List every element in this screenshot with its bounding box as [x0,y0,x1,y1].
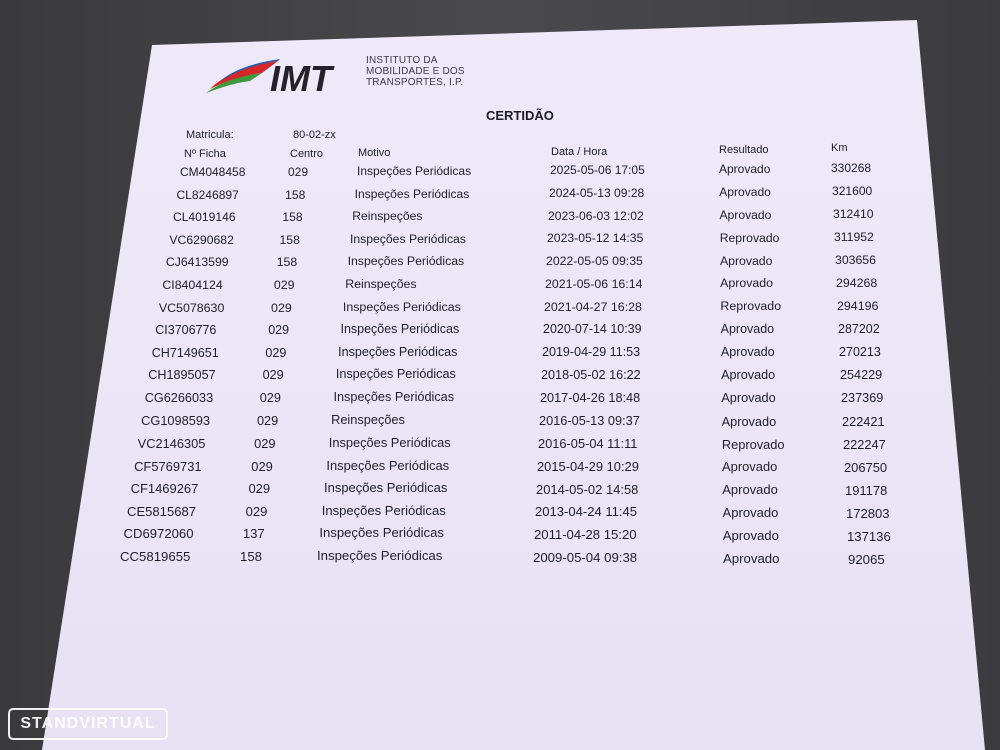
cell-ficha: VC6290682 [169,232,234,247]
standvirtual-watermark: STANDVIRTUAL [8,708,168,740]
cell-km: 206750 [844,460,888,475]
cell-ficha: CL8246897 [176,187,239,202]
cell-data: 2025-05-06 17:05 [550,163,645,177]
logo-subtitle-line: TRANSPORTES, I.P. [366,77,464,88]
cell-motivo: Inspeções Periódicas [321,502,446,518]
cell-km: 312410 [833,207,874,221]
cell-data: 2020-07-14 10:39 [543,322,642,337]
cell-centro: 029 [265,345,287,360]
cell-data: 2021-04-27 16:28 [544,299,642,314]
cell-data: 2016-05-04 11:11 [538,436,638,452]
cell-ficha: CM4048458 [180,165,246,179]
cell-km: 222247 [843,437,886,452]
cell-km: 311952 [834,230,874,244]
cell-motivo: Reinspeções [352,209,423,224]
cell-km: 270213 [839,345,881,359]
cell-data: 2013-04-24 11:45 [535,504,638,520]
cell-ficha: CE5815687 [127,503,196,519]
cell-motivo: Reinspeções [345,276,417,291]
logo-subtitle-line: INSTITUTO DA [366,55,438,66]
cell-resultado: Aprovado [719,253,773,268]
cell-centro: 029 [271,300,292,315]
cell-motivo: Inspeções Periódicas [324,480,448,496]
cell-centro: 029 [273,277,295,292]
cell-ficha: CG6266033 [144,390,214,405]
cell-centro: 158 [240,549,263,564]
cell-motivo: Inspeções Periódicas [338,344,458,359]
cell-data: 2009-05-04 09:38 [533,550,638,565]
logo-subtitle [366,55,486,88]
cell-ficha: VC2146305 [137,436,206,452]
logo-text: IMT [270,58,332,99]
cell-ficha: CL4019146 [172,210,236,225]
cell-ficha: CI8404124 [162,277,223,292]
cell-resultado: Aprovado [720,345,775,360]
document-title: CERTIDÃO [486,108,554,123]
cell-ficha: CD6972060 [123,526,194,542]
cell-data: 2022-05-05 09:35 [546,254,643,269]
cell-centro: 158 [282,210,303,225]
cell-km: 294268 [836,276,878,290]
column-header-km: Km [831,142,848,154]
cell-ficha: CG1098593 [141,413,211,429]
cell-resultado: Aprovado [722,459,778,475]
cell-motivo: Inspeções Periódicas [342,299,461,314]
cell-resultado: Aprovado [723,551,780,566]
cell-centro: 029 [262,368,284,383]
cell-centro: 158 [285,187,306,202]
cell-motivo: Inspeções Periódicas [319,525,444,541]
cell-km: 303656 [835,253,876,267]
cell-ficha: CH7149651 [151,345,219,360]
cell-resultado: Aprovado [719,207,772,222]
cell-data: 2017-04-26 18:48 [540,390,641,405]
column-header-resultado: Resultado [719,144,769,156]
cell-ficha: CH1895057 [148,368,216,383]
cell-resultado: Aprovado [721,367,776,382]
cell-motivo: Inspeções Periódicas [333,389,455,404]
cell-centro: 029 [256,413,279,429]
matricula-label: Matricula: [186,129,234,141]
cell-data: 2014-05-02 14:58 [536,481,639,497]
cell-km: 237369 [841,391,884,405]
cell-km: 287202 [838,322,880,336]
cell-resultado: Reprovado [720,299,782,314]
cell-data: 2023-06-03 12:02 [548,208,644,223]
cell-resultado: Aprovado [720,322,775,337]
cell-resultado: Aprovado [722,482,778,498]
cell-motivo: Inspeções Periódicas [340,322,460,337]
cell-resultado: Reprovado [721,436,785,452]
cell-km: 330268 [831,161,872,175]
cell-data: 2021-05-06 16:14 [545,276,643,291]
cell-resultado: Reprovado [719,230,780,245]
cell-km: 191178 [845,483,888,498]
cell-ficha: CF5769731 [134,458,202,474]
column-header-data: Data / Hora [551,146,608,158]
logo-subtitle-line: MOBILIDADE E DOS [366,66,465,77]
cell-motivo: Inspeções Periódicas [317,548,443,563]
cell-km: 254229 [840,368,883,382]
cell-ficha: CJ6413599 [165,255,229,270]
column-header-centro: Centro [290,148,324,160]
cell-data: 2023-05-12 14:35 [547,231,644,246]
column-header-ficha: Nº Ficha [184,148,226,160]
cell-centro: 158 [276,255,298,270]
cell-resultado: Aprovado [719,162,771,176]
cell-ficha: CI3706776 [155,323,217,338]
cell-centro: 029 [254,436,276,452]
cell-motivo: Inspeções Periódicas [335,367,456,382]
cell-data: 2011-04-28 15:20 [534,527,637,543]
cell-centro: 029 [268,323,290,338]
cell-resultado: Aprovado [719,184,771,199]
cell-motivo: Inspeções Periódicas [357,164,472,178]
cell-centro: 137 [242,526,265,542]
cell-data: 2016-05-13 09:37 [539,413,640,429]
cell-data: 2019-04-29 11:53 [542,345,641,360]
cell-motivo: Reinspeções [331,412,405,428]
cell-centro: 029 [251,458,273,474]
cell-km: 137136 [847,529,891,544]
cell-centro: 029 [288,165,309,179]
cell-resultado: Aprovado [721,390,776,405]
cell-motivo: Inspeções Periódicas [347,254,465,269]
cell-km: 172803 [846,506,890,521]
cell-centro: 029 [245,503,268,519]
cell-centro: 029 [259,390,281,405]
cell-km: 294196 [837,299,879,313]
cell-resultado: Aprovado [721,413,777,429]
imt-logo [204,55,364,99]
cell-centro: 029 [248,481,271,497]
cell-ficha: VC5078630 [158,300,225,315]
cell-motivo: Inspeções Periódicas [328,435,451,451]
cell-data: 2024-05-13 09:28 [549,185,645,200]
cell-data: 2018-05-02 16:22 [541,367,641,382]
column-header-motivo: Motivo [358,147,391,159]
cell-resultado: Aprovado [722,505,779,521]
cell-km: 92065 [848,552,885,567]
matricula-value: 80-02-zx [293,129,336,141]
cell-km: 321600 [832,184,873,198]
cell-motivo: Inspeções Periódicas [349,231,466,246]
cell-ficha: CF1469267 [130,481,199,497]
cell-centro: 158 [279,232,300,247]
cell-km: 222421 [842,414,885,429]
cell-motivo: Inspeções Periódicas [354,186,470,201]
cell-motivo: Inspeções Periódicas [326,457,450,473]
cell-ficha: CC5819655 [120,549,191,564]
cell-resultado: Aprovado [720,276,774,291]
cell-data: 2015-04-29 10:29 [537,458,639,474]
cell-resultado: Aprovado [722,528,779,544]
